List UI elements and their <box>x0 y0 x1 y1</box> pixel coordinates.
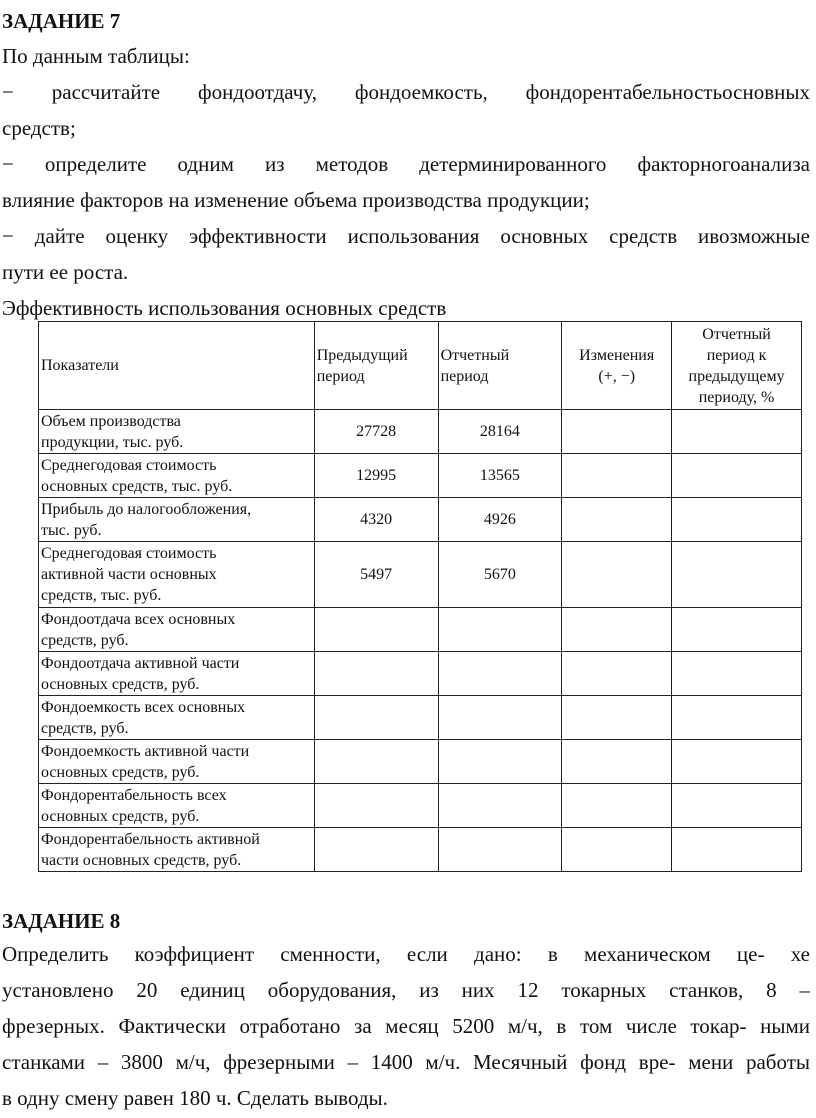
table-row <box>39 784 802 828</box>
ratio-value <box>672 696 802 740</box>
header-previous-period: Предыдущий период <box>314 322 438 410</box>
change-value <box>562 652 672 696</box>
ratio-value <box>672 828 802 872</box>
header-changes: Изменения (+, −) <box>562 322 672 410</box>
task7-line: − дайте оценку эффективности использования основных средств ивозможные <box>2 224 810 248</box>
task7-line: − определите одним из методов детерминированного факторногоанализа <box>2 152 810 176</box>
ratio-value <box>672 784 802 828</box>
table-row <box>39 828 802 872</box>
row-label: Фондорентабельность всех основных средств, руб. <box>39 784 315 828</box>
current-value: 5670 <box>438 542 562 608</box>
change-value <box>562 608 672 652</box>
change-value <box>562 410 672 454</box>
table-row <box>39 608 802 652</box>
header-ratio-percent: Отчетный период к предыдущему периоду, % <box>672 322 802 410</box>
previous-value: 12995 <box>314 454 438 498</box>
current-value <box>438 652 562 696</box>
task7-line: По данным таблицы: <box>2 44 190 68</box>
previous-value <box>314 696 438 740</box>
header-indicators: Показатели <box>39 322 315 410</box>
table-row <box>39 542 802 608</box>
table-row <box>39 498 802 542</box>
row-label: Среднегодовая стоимость активной части основных средств, тыс. руб. <box>39 542 315 608</box>
table-row <box>39 652 802 696</box>
task7-line: пути ее роста. <box>2 260 129 284</box>
previous-value <box>314 608 438 652</box>
change-value <box>562 454 672 498</box>
previous-value <box>314 828 438 872</box>
table-header-row <box>39 322 802 410</box>
task8-line: установлено 20 единиц оборудования, из них 12 токарных станков, 8 – <box>2 978 810 1002</box>
current-value <box>438 784 562 828</box>
change-value <box>562 740 672 784</box>
header-current-period: Отчетный период <box>438 322 562 410</box>
ratio-value <box>672 410 802 454</box>
task7-line: влияние факторов на изменение объема производства продукции; <box>2 188 590 212</box>
task7-heading: ЗАДАНИЕ 7 <box>2 9 121 33</box>
ratio-value <box>672 454 802 498</box>
row-label: Объем производства продукции, тыс. руб. <box>39 410 315 454</box>
table-body <box>39 410 802 872</box>
task7-text <box>2 38 810 326</box>
row-label: Фондоотдача активной части основных средств, руб. <box>39 652 315 696</box>
previous-value <box>314 784 438 828</box>
task8-line: Определить коэффициент сменности, если дано: в механическом це- хе <box>2 942 810 966</box>
change-value <box>562 696 672 740</box>
previous-value <box>314 740 438 784</box>
task8-line: фрезерных. Фактически отработано за месяц 5200 м/ч, в том числе токар- ными <box>2 1014 810 1038</box>
task8-line: в одну смену равен 180 ч. Сделать выводы. <box>2 1086 388 1110</box>
row-label: Фондоемкость всех основных средств, руб. <box>39 696 315 740</box>
row-label: Фондорентабельность активной части основных средств, руб. <box>39 828 315 872</box>
ratio-value <box>672 740 802 784</box>
task7-line: − рассчитайте фондоотдачу, фондоемкость, фондорентабельностьосновных <box>2 80 810 104</box>
table-row <box>39 740 802 784</box>
change-value <box>562 542 672 608</box>
task8-heading: ЗАДАНИЕ 8 <box>2 909 121 933</box>
previous-value <box>314 652 438 696</box>
previous-value: 5497 <box>314 542 438 608</box>
row-label: Среднегодовая стоимость основных средств, тыс. руб. <box>39 454 315 498</box>
change-value <box>562 828 672 872</box>
table-title: Эффективность использования основных средств <box>2 296 447 320</box>
row-label: Фондоемкость активной части основных средств, руб. <box>39 740 315 784</box>
row-label: Фондоотдача всех основных средств, руб. <box>39 608 315 652</box>
current-value <box>438 828 562 872</box>
table-row <box>39 696 802 740</box>
current-value <box>438 696 562 740</box>
previous-value: 27728 <box>314 410 438 454</box>
table-row <box>39 454 802 498</box>
change-value <box>562 784 672 828</box>
change-value <box>562 498 672 542</box>
task8-text <box>2 936 810 1116</box>
current-value: 4926 <box>438 498 562 542</box>
ratio-value <box>672 652 802 696</box>
efficiency-table <box>38 321 802 872</box>
task7-line: средств; <box>2 116 76 140</box>
current-value <box>438 740 562 784</box>
ratio-value <box>672 498 802 542</box>
table-row <box>39 410 802 454</box>
task8-line: станками – 3800 м/ч, фрезерными – 1400 м/ч. Месячный фонд вре- мени работы <box>2 1050 810 1074</box>
previous-value: 4320 <box>314 498 438 542</box>
current-value <box>438 608 562 652</box>
row-label: Прибыль до налогообложения, тыс. руб. <box>39 498 315 542</box>
current-value: 28164 <box>438 410 562 454</box>
ratio-value <box>672 608 802 652</box>
ratio-value <box>672 542 802 608</box>
current-value: 13565 <box>438 454 562 498</box>
